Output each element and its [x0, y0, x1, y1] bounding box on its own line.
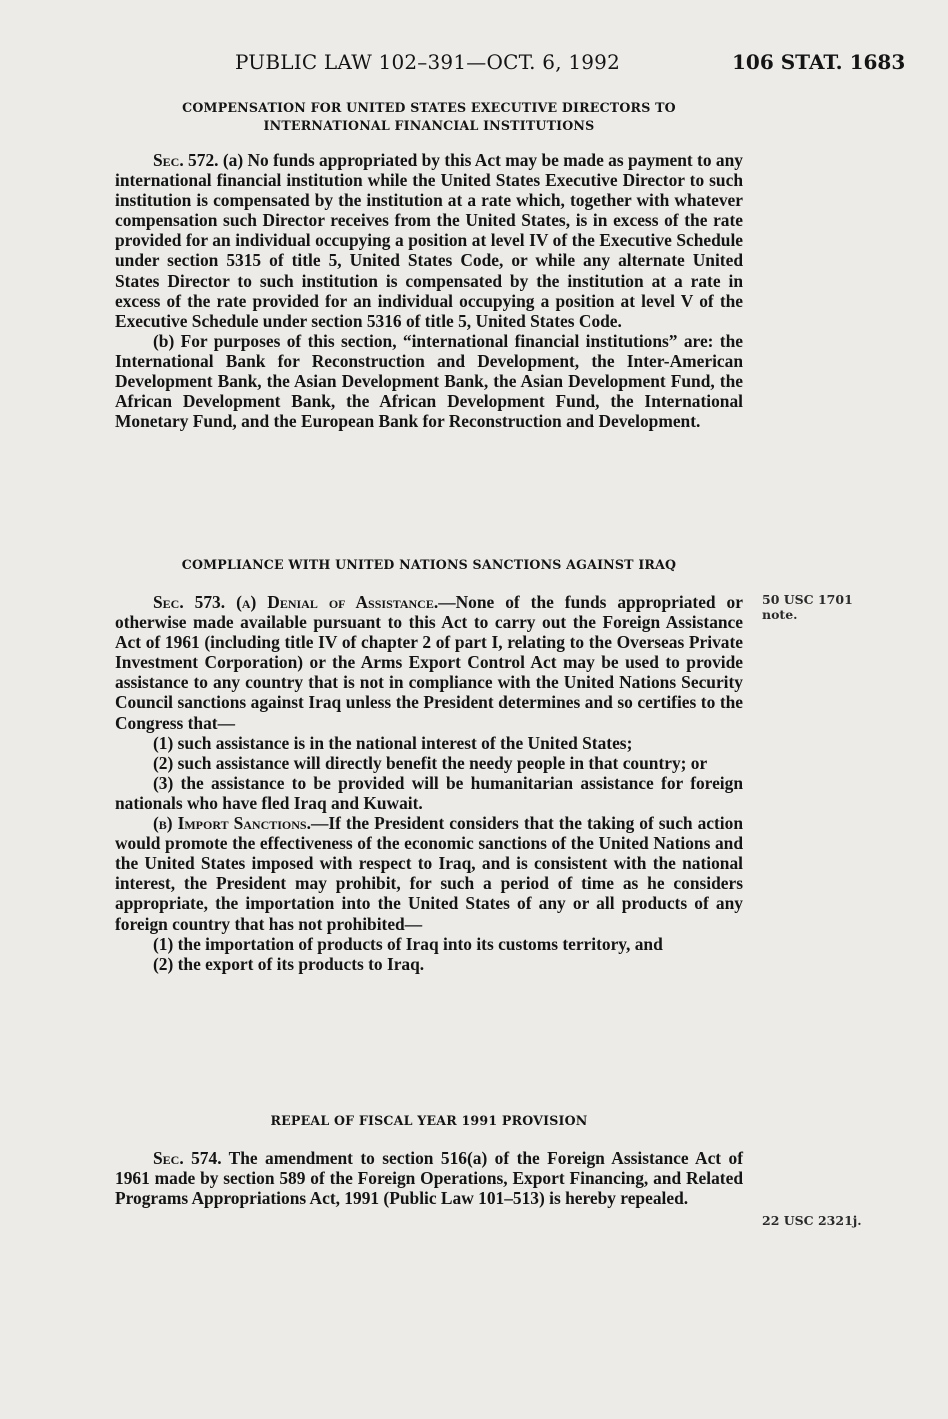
section-573-margin-note [762, 592, 853, 622]
section-573-b-text: —If the President considers that the taking of such action would promote the effectiveness of the economic sanctions of the United Nations and the United States imposed with respect to Iraq, and is consistent with the national interest, the President may prohibit, for such a period of time as he considers appropriate, the importation into the United States of any or all products of any foreign country that has not prohibited— [115, 813, 744, 934]
section-572-body [115, 150, 743, 431]
section-572-heading-line1: COMPENSATION FOR UNITED STATES EXECUTIVE DIRECTORS TO [182, 100, 676, 115]
section-573-b-item-1: (1) the importation of products of Iraq into its customs territory, and [153, 933, 663, 954]
section-573-para-b [115, 813, 743, 934]
section-573-b-item-2: (2) the export of its products to Iraq. [153, 953, 425, 974]
section-574-label: Sec. 574. [153, 1148, 222, 1168]
section-573-a-item-2: (2) such assistance will directly benefit the needy people in that country; or [153, 752, 708, 773]
section-573-a-item-3: (3) the assistance to be provided will be humanitarian assistance for foreign nationals who have fled Iraq and Kuwait. [115, 772, 743, 813]
section-574-heading: REPEAL OF FISCAL YEAR 1991 PROVISION [270, 1113, 588, 1128]
section-572-heading-line2: INTERNATIONAL FINANCIAL INSTITUTIONS [263, 118, 595, 133]
section-574-para [115, 1148, 743, 1208]
section-572-label: Sec. 572. [153, 150, 219, 170]
section-573-margin-note-line1: 50 USC 1701 [762, 592, 853, 607]
section-574-margin-note: 22 USC 2321j. [762, 1213, 862, 1228]
section-572-para-a-text: (a) No funds appropriated by this Act may be made as payment to any international financial institution while the United States Executive Director to such institution is compensated by the institution at a rate which, together with whatever compensation such Director receives from the United States, is in excess of the rate provided for an individual occupying a position at level IV of the Executive Schedule under section 5315 of title 5, United States Code, or while any alternate United States Director to such institution is compensated by the institution at a rate in excess of the rate provided for an individual occupying a position at level V of the Executive Schedule under section 5316 of title 5, United States Code. [115, 150, 743, 331]
section-572-para-a [115, 150, 743, 331]
section-573-b-heading: (b) Import Sanctions. [153, 813, 311, 834]
section-573-para-a [115, 592, 743, 733]
section-573-a-text: —None of the funds appropriated or otherwise made available pursuant to this Act to carry out the Foreign Assistance Act of 1961 (including title IV of chapter 2 of part I, relating to the Overseas Private Investment Corporation) or the Arms Export Control Act may be used to provide assistance to any country that is not in compliance with the United Nations Security Council sanctions against Iraq unless the President determines and so certifies to the Congress that— [115, 592, 743, 733]
section-574-text: The amendment to section 516(a) of the Foreign Assistance Act of 1961 made by section 589 of the Foreign Operations, Export Financing, and Related Programs Appropriations Act, 1991 (Public Law 101–513) is hereby repealed. [115, 1148, 743, 1209]
statute-page-number: 106 STAT. 1683 [732, 50, 906, 74]
section-573-label: Sec. 573. [153, 592, 226, 612]
section-574-body [115, 1148, 743, 1208]
section-573-a-heading: (a) Denial of Assistance. [236, 592, 439, 612]
section-573-a-item-1: (1) such assistance is in the national interest of the United States; [153, 732, 633, 753]
section-573-heading: COMPLIANCE WITH UNITED NATIONS SANCTIONS AGAINST IRAQ [181, 557, 677, 572]
section-573-body [115, 592, 743, 974]
section-573-margin-note-line2: note. [762, 607, 798, 622]
running-header-title: PUBLIC LAW 102–391—OCT. 6, 1992 [235, 50, 621, 74]
section-572-para-b: (b) For purposes of this section, “international financial institutions” are: the International Bank for Reconstruction and Development, the Inter-American Development Bank, the Asian Development Bank, the Asian Development Fund, the African Development Bank, the African Development Fund, the International Monetary Fund, and the European Bank for Reconstruction and Development. [115, 330, 743, 432]
section-572-heading [115, 99, 743, 135]
